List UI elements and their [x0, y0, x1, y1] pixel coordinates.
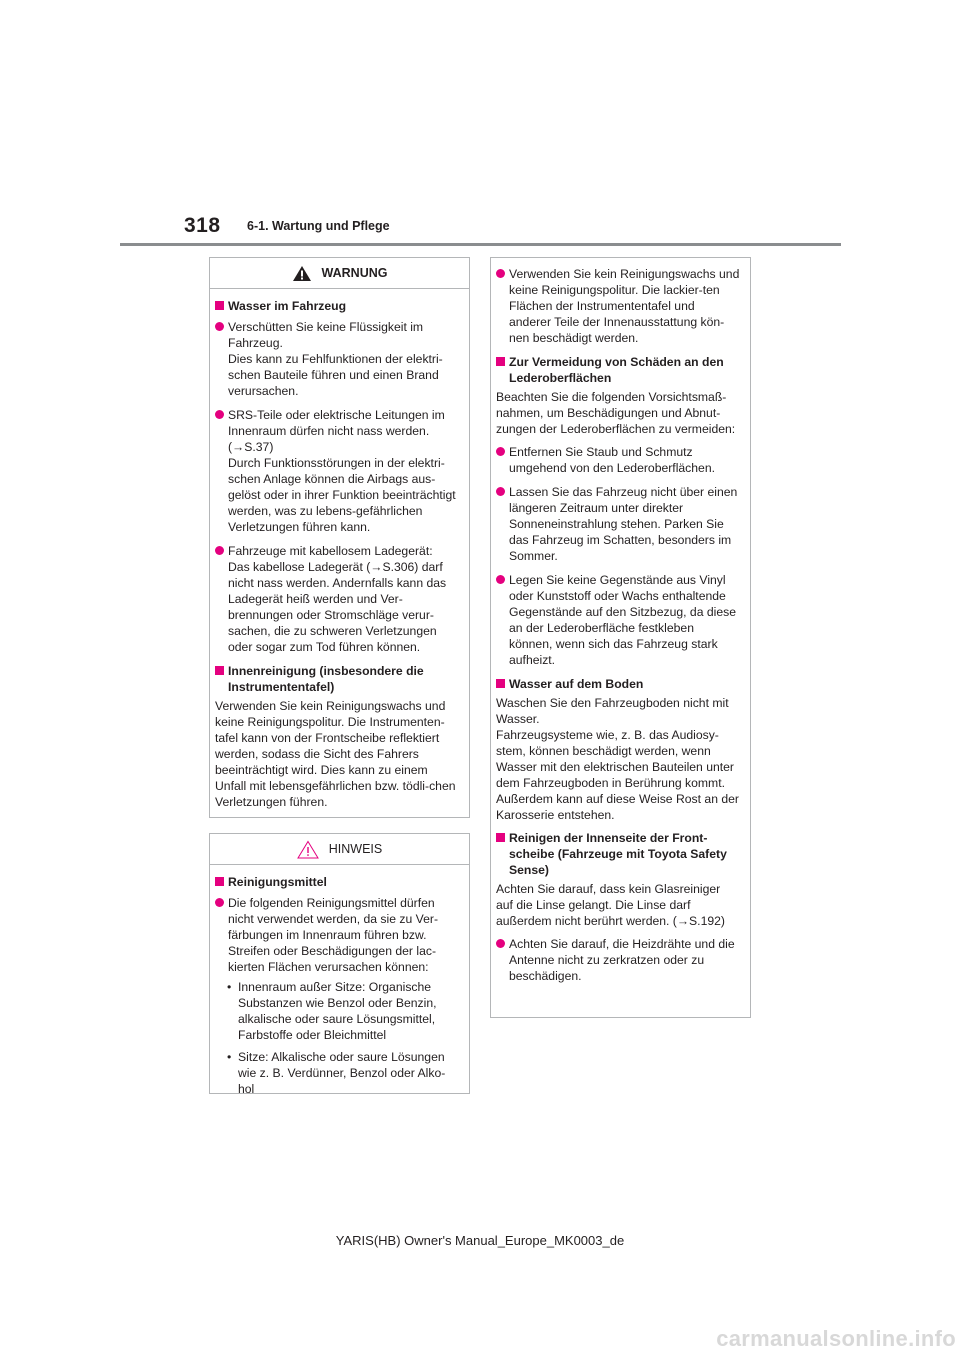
round-bullet-icon — [496, 939, 505, 948]
list-item: Verschütten Sie keine Flüssigkeit im Fahrzeug. Dies kann zu Fehlfunktionen der elektri-schen Bauteile führen und einen Brand verursachen. — [215, 319, 459, 399]
list-item: • Innenraum außer Sitze: Organische Substanzen wie Benzol oder Benzin, alkalische oder saure Lösungsmittel, Farbstoffe oder Bleichmittel — [227, 980, 437, 1042]
notice-continued-box — [490, 257, 751, 1018]
round-bullet-icon — [215, 546, 224, 555]
page-number: 318 — [184, 214, 221, 237]
round-bullet-icon — [496, 575, 505, 584]
dot-bullet-icon: • — [227, 980, 232, 994]
notice-box — [209, 833, 470, 1094]
round-bullet-icon — [496, 447, 505, 456]
warning-box — [209, 257, 470, 818]
header-rule — [120, 243, 841, 246]
notice-header — [210, 834, 469, 865]
paragraph: Waschen Sie den Fahrzeugboden nicht mit Wasser. Fahrzeugsysteme wie, z. B. das Audiosy-stem, können beschädigt werden, wenn Wasser mit den elektrischen Bauteilen unter dem Fahrzeugboden in Berührung kommt. Außerdem kann auf diese Weise Rost an der Karosserie entstehen. — [496, 696, 739, 822]
subheading: Innenreinigung (insbesondere die Instrumententafel) — [215, 663, 459, 695]
footer-text: YARIS(HB) Owner's Manual_Europe_MK0003_de — [335, 1233, 625, 1248]
square-bullet-icon — [215, 877, 224, 886]
paragraph: Achten Sie darauf, dass kein Glasreiniger auf die Linse gelangt. Die Linse darf außerdem nicht berührt werden. (→S.192) — [496, 882, 725, 928]
warning-icon — [292, 265, 312, 282]
round-bullet-icon — [215, 898, 224, 907]
section-title: 6-1. Wartung und Pflege — [247, 219, 390, 233]
list-item: SRS-Teile oder elektrische Leitungen im Innenraum dürfen nicht nass werden. (→S.37) Durch Funktionsstörungen in der elektri-schen Anlage können die Airbags aus-gelöst oder in ihrer Funktion beeinträchtigt werden, was zu lebens-gefährlichen Verletzungen führen kann. — [215, 407, 459, 535]
list-item: Die folgenden Reinigungsmittel dürfen nicht verwendet werden, da sie zu Ver-färbungen im Innenraum führen bzw. Streifen oder Beschädigungen der lac-kierten Flächen verursachen können: — [215, 895, 459, 975]
list-item: Lassen Sie das Fahrzeug nicht über einen längeren Zeitraum unter direkter Sonneneinstrahlung stehen. Parken Sie das Fahrzeug im Schatten, besonders im Sommer. — [496, 484, 740, 564]
watermark: carmanualsonline.info — [716, 1326, 956, 1351]
caution-icon — [297, 840, 319, 859]
list-item: Legen Sie keine Gegenstände aus Vinyl oder Kunststoff oder Wachs enthaltende Gegenstände auf den Sitzbezug, da diese an der Lederoberfläche festkleben können, wenn sich das Fahrzeug stark aufheizt. — [496, 572, 740, 668]
warning-title: WARNUNG — [321, 266, 388, 280]
square-bullet-icon — [215, 301, 224, 310]
list-item: Verwenden Sie kein Reinigungswachs und keine Reinigungspolitur. Die lackier-ten Flächen der Instrumententafel und anderer Teile der Innenausstattung kön-nen beschädigt werden. — [496, 266, 740, 346]
paragraph: Beachten Sie die folgenden Vorsichtsmaß-nahmen, um Beschädigungen und Abnut-zungen der Lederoberflächen zu vermeiden: — [496, 390, 736, 436]
round-bullet-icon — [215, 322, 224, 331]
list-item: Entfernen Sie Staub und Schmutz umgehend von den Lederoberflächen. — [496, 444, 740, 476]
subheading: Reinigungsmittel — [215, 874, 459, 890]
subheading: Zur Vermeidung von Schäden an den Lederoberflächen — [496, 354, 740, 386]
round-bullet-icon — [496, 487, 505, 496]
round-bullet-icon — [215, 410, 224, 419]
round-bullet-icon — [496, 269, 505, 278]
square-bullet-icon — [496, 833, 505, 842]
square-bullet-icon — [496, 357, 505, 366]
paragraph: Verwenden Sie kein Reinigungswachs und keine Reinigungspolitur. Die Instrumenten-tafel kann von der Frontscheibe reflektiert werden, sodass die Sicht des Fahrers beeinträchtigt wird. Dies kann zu einem Unfall mit lebensgefährlichen bzw. tödli-chen Verletzungen führen. — [215, 699, 456, 809]
list-item: Fahrzeuge mit kabellosem Ladegerät: Das kabellose Ladegerät (→S.306) darf nicht nass werden. Andernfalls kann das Ladegerät heiß werden und Ver-brennungen oder Stromschläge verur-sachen, die zu schweren Verletzungen oder sogar zum Tod führen können. — [215, 543, 459, 655]
subheading: Reinigen der Innenseite der Front-scheibe (Fahrzeuge mit Toyota Safety Sense) — [496, 830, 740, 878]
dot-bullet-icon: • — [227, 1050, 232, 1064]
list-item: • Sitze: Alkalische oder saure Lösungen wie z. B. Verdünner, Benzol oder Alko-hol — [227, 1050, 446, 1096]
subheading: Wasser im Fahrzeug — [215, 298, 459, 314]
notice-title: HINWEIS — [328, 842, 383, 856]
subheading: Wasser auf dem Boden — [496, 676, 740, 692]
square-bullet-icon — [496, 679, 505, 688]
square-bullet-icon — [215, 666, 224, 675]
list-item: Achten Sie darauf, die Heizdrähte und die Antenne nicht zu zerkratzen oder zu beschädigen. — [496, 936, 740, 984]
warning-header — [210, 258, 469, 289]
